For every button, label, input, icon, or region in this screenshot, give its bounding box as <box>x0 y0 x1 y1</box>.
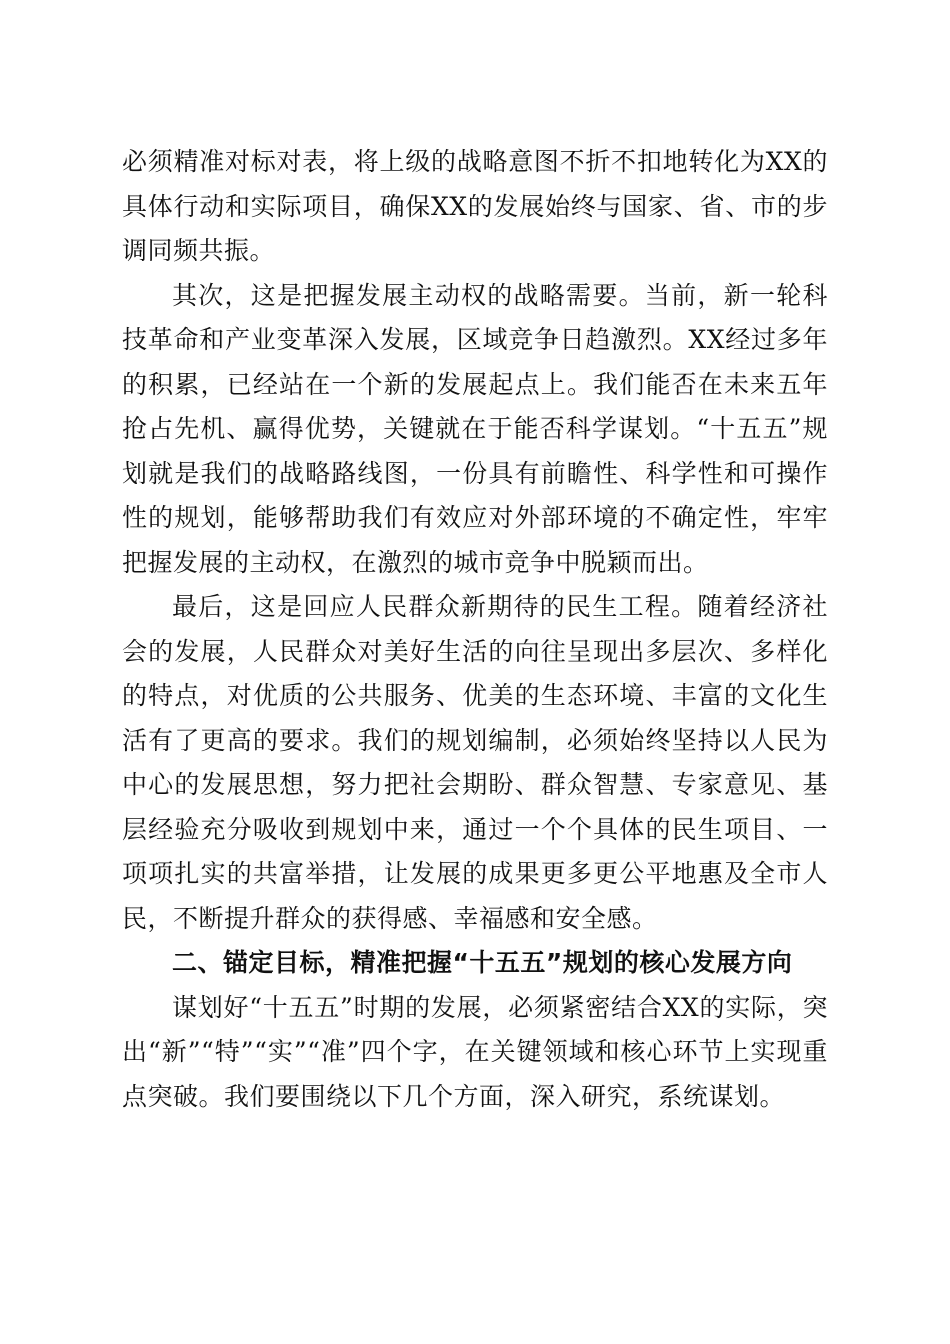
paragraph-section-intro: 谋划好“十五五”时期的发展，必须紧密结合XX的实际，突出“新”“特”“实”“准”四个字，在关键领域和核心环节上实现重点突破。我们要围绕以下几个方面，深入研究，系统谋划。 <box>122 992 828 1111</box>
section-heading: 二、锚定目标，精准把握“十五五”规划的核心发展方向 <box>172 948 793 977</box>
paragraph-strategic-need: 其次，这是把握发展主动权的战略需要。当前，新一轮科技革命和产业变革深入发展，区域竞争日趋激烈。XX经过多年的积累，已经站在一个新的发展起点上。我们能否在未来五年抢占先机、赢得优势，关键就在于能否科学谋划。“十五五”规划就是我们的战略路线图，一份具有前瞻性、科学性和可操作性的规划，能够帮助我们有效应对外部环境的不确定性，牢牢把握发展的主动权，在激烈的城市竞争中脱颖而出。 <box>122 280 828 577</box>
document-body <box>122 140 828 1119</box>
paragraph-livelihood: 最后，这是回应人民群众新期待的民生工程。随着经济社会的发展，人民群众对美好生活的向往呈现出多层次、多样化的特点，对优质的公共服务、优美的生态环境、丰富的文化生活有了更高的要求。我们的规划编制，必须始终坚持以人民为中心的发展思想，努力把社会期盼、群众智慧、专家意见、基层经验充分吸收到规划中来，通过一个个具体的民生项目、一项项扎实的共富举措，让发展的成果更多更公平地惠及全市人民，不断提升群众的获得感、幸福感和安全感。 <box>122 592 828 933</box>
paragraph-continuation: 必须精准对标对表，将上级的战略意图不折不扣地转化为XX的具体行动和实际项目，确保XX的发展始终与国家、省、市的步调同频共振。 <box>122 147 828 265</box>
